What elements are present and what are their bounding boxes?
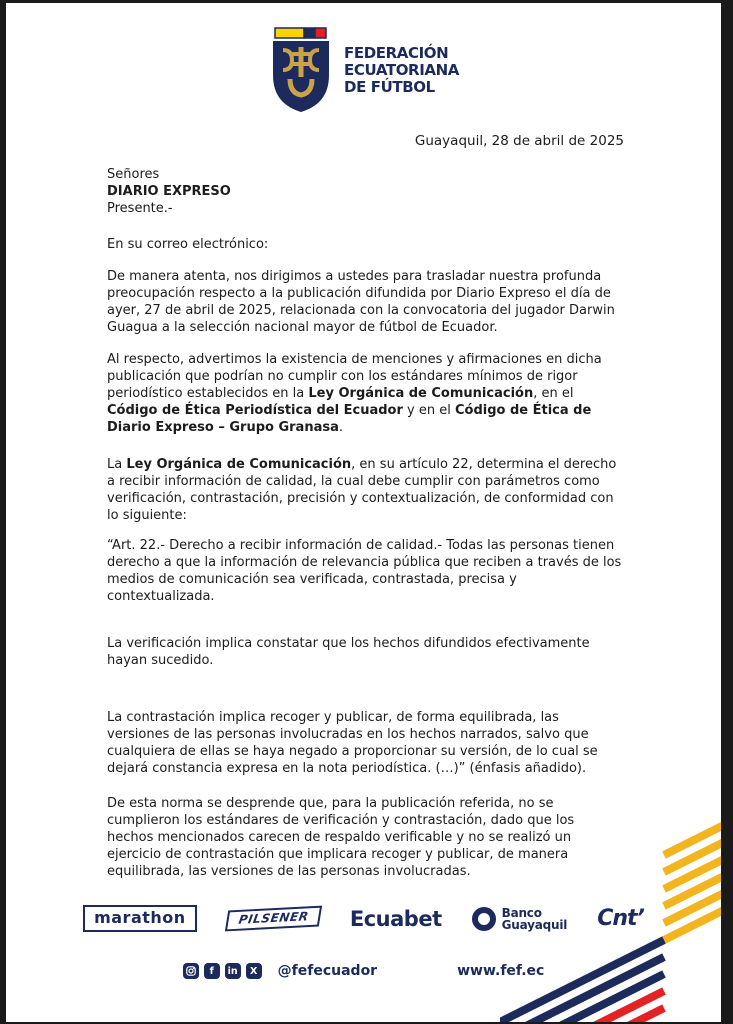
banco-line1: Banco [501,905,542,920]
org-wordmark-line3: DE FÚTBOL [344,77,435,96]
paragraph-contrastacion: La contrastación implica recoger y publicar, de forma equilibrada, las versiones de las personas involucradas en los hechos narrados, salvo que cualquiera de ellas se haya negado a proporcionar su versión, de lo cual se dejará constancia expresa en la nota periodística. (…)” (énfasis añadido). [107,710,598,776]
recipient-block [107,166,624,217]
paragraph-verificacion: La verificación implica constatar que los hechos difundidos efectivamente hayan sucedido. [107,636,590,668]
linkedin-icon: in [225,963,241,979]
org-wordmark-line1: FEDERACIÓN [344,43,449,62]
facebook-icon: f [204,963,220,979]
recipient-presente: Presente.- [107,201,173,216]
org-wordmark [344,45,459,96]
recipient-salutation: Señores [107,167,160,182]
paragraph-quote-art22: “Art. 22.- Derecho a recibir información de calidad.- Todas las personas tienen derecho a que la información de relevancia pública que reciben a través de los medios de comunicación sea verificada, contrastada, precisa y contextualizada. [107,538,622,604]
paragraph-3: La Ley Orgánica de Comunicación, en su artículo 22, determina el derecho a recibir información de calidad, la cual debe cumplir con parámetros como verificación, contrastación, precisión y contextualización, de conformidad con lo siguiente: [107,457,617,523]
marathon-logo: marathon [83,905,197,932]
social-handle: @fefecuador [277,963,378,979]
recipient-name: DIARIO EXPRESO [107,184,231,199]
x-icon: X [246,963,262,979]
letter-content [6,133,721,880]
paragraph-1: De manera atenta, nos dirigimos a ustedes para trasladar nuestra profunda preocupación respecto a la publicación difundida por Diario Expreso el día de ayer, 27 de abril de 2025, relacionada con la convocatoria del jugador Darwin Guagua a la selección nacional mayor de fútbol de Ecuador. [107,269,615,335]
instagram-icon [183,963,199,979]
letter-page [6,3,721,1022]
paragraph-2: Al respecto, advertimos la existencia de menciones y afirmaciones en dicha publicación que podrían no cumplir con los estándares mínimos de rigor periodístico establecidos en la Ley Orgánica de Comunicación, en el Código de Ética Periodística del Ecuador y en el Código de Ética de Diario Expreso – Grupo Granasa. [107,352,602,435]
pilsener-logo: PILSENER [225,906,323,932]
date-line: Guayaquil, 28 de abril de 2025 [414,133,624,149]
social-icons [183,963,262,979]
banco-line2: Guayaquil [501,917,568,932]
fef-crest-icon [268,27,334,113]
corner-stripes-decoration [500,801,721,1022]
delivery-line: En su correo electrónico: [107,237,269,252]
paragraph-conclusion: De esta norma se desprende que, para la publicación referida, no se cumplieron los estándares de verificación y contrastación, dado que los hechos mencionados carecen de respaldo verificable y no se realizó un ejercicio de contrastación que implicara recoger y publicar, de manera equilibrada, las versiones de las personas involucradas. [107,796,575,879]
banco-guayaquil-ring-icon [472,907,496,931]
letterhead [6,3,721,113]
cnt-logo: Cnt’ [597,906,644,931]
ecuabet-logo: Ecuabet [349,906,442,931]
website-url: www.fef.ec [457,963,545,979]
org-wordmark-line2: ECUATORIANA [344,60,459,79]
